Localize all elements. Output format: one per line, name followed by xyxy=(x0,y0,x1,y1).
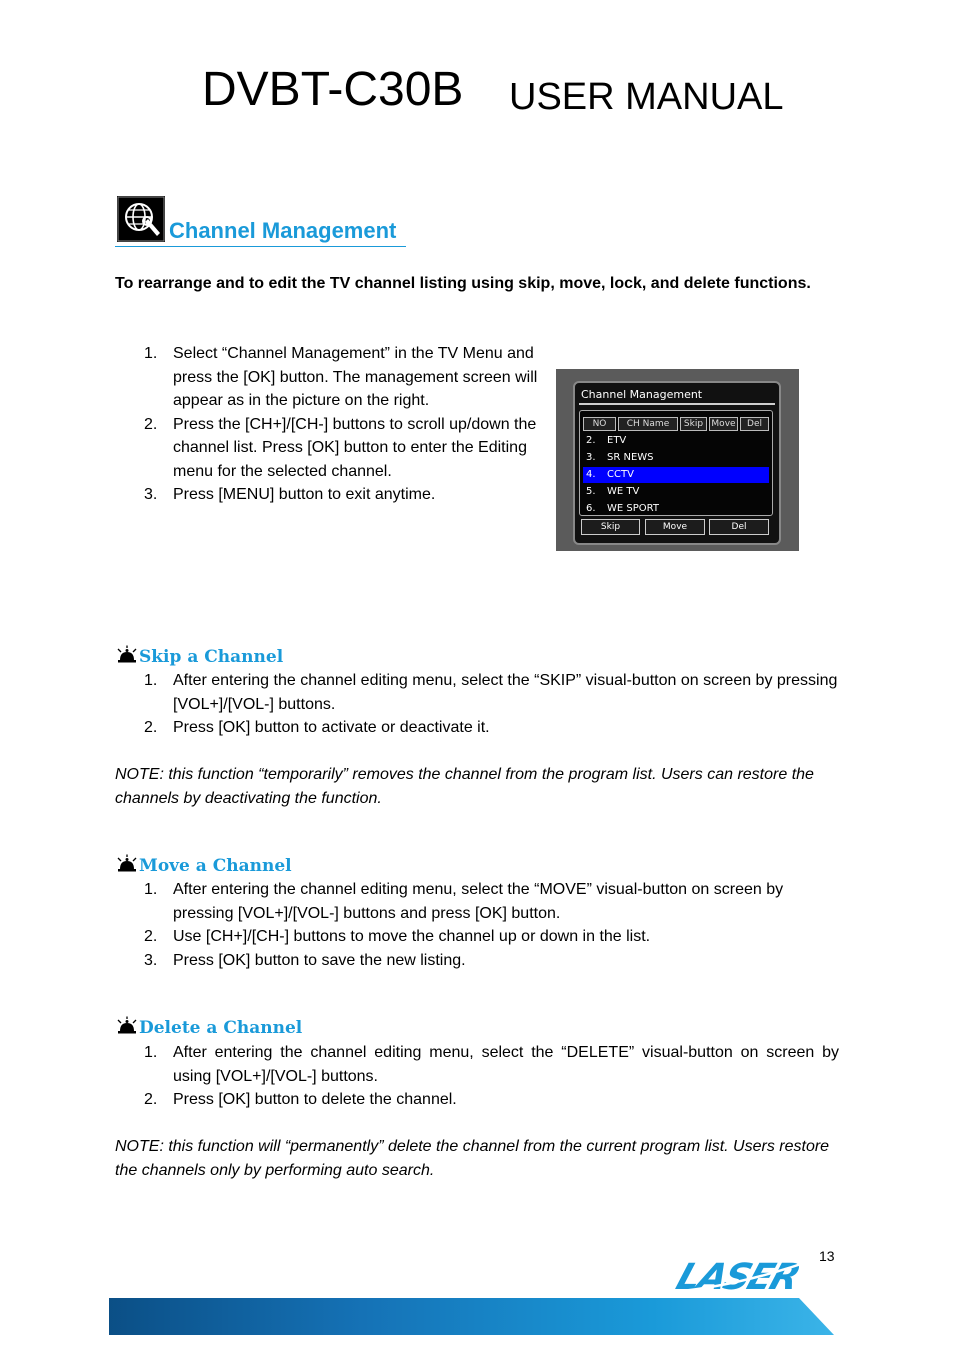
osd-window xyxy=(573,381,781,545)
list-item: 2. Press the [CH+]/[CH-] buttons to scroll up/down the channel list. Press [OK] button to enter the Editing menu for the selected channel. xyxy=(144,415,537,480)
footer-bar xyxy=(109,1298,834,1335)
list-item: 1. After entering the channel editing menu, select the “DELETE” visual-button on screen by using [VOL+]/[VOL-] buttons. xyxy=(144,1044,839,1085)
channel-management-screenshot xyxy=(556,369,799,551)
osd-row: 6. WE SPORT xyxy=(586,503,659,514)
osd-col-no: NO xyxy=(583,417,616,431)
list-item: 1. After entering the channel editing menu, select the “MOVE” visual-button on screen by pressing [VOL+]/[VOL-] buttons and press [OK] button. xyxy=(144,881,784,922)
move-steps xyxy=(115,878,845,972)
osd-title: Channel Management xyxy=(581,388,703,401)
svg-text:LASER: LASER xyxy=(671,1256,805,1296)
delete-heading xyxy=(115,1016,302,1040)
model-title: DVBT-C30B xyxy=(202,63,464,116)
channel-management-icon xyxy=(117,196,165,242)
skip-heading xyxy=(115,645,283,669)
list-item: 3. Press [MENU] button to exit anytime. xyxy=(144,486,436,503)
osd-col-skip: Skip xyxy=(680,417,707,431)
bell-icon xyxy=(115,645,139,665)
skip-steps xyxy=(115,669,845,740)
osd-row-selected: 4. CCTV xyxy=(583,467,769,483)
page-header xyxy=(0,62,954,132)
osd-divider xyxy=(579,403,775,405)
list-item: 1. After entering the channel editing menu, select the “SKIP” visual-button on screen by pressing [VOL+]/[VOL-] buttons. xyxy=(144,672,838,713)
manual-title: USER MANUAL xyxy=(509,76,784,118)
osd-move-button: Move xyxy=(645,519,705,535)
main-steps xyxy=(115,342,545,507)
intro-text: To rearrange and to edit the TV channel listing using skip, move, lock, and delete functions. xyxy=(115,275,811,292)
osd-col-del: Del xyxy=(740,417,769,431)
osd-channel-list xyxy=(579,410,773,516)
osd-col-move: Move xyxy=(709,417,738,431)
skip-title: Skip a Channel xyxy=(139,647,284,667)
osd-row: 3. SR NEWS xyxy=(586,452,654,463)
skip-note: NOTE: this function “temporarily” removes the channel from the program list. Users can restore the channels by deactivating the function. xyxy=(115,766,814,807)
osd-row: 2. ETV xyxy=(586,435,627,446)
move-title: Move a Channel xyxy=(139,856,292,876)
delete-note: NOTE: this function will “permanently” delete the channel from the current program list. Users restore the channels only by performing auto search. xyxy=(115,1138,830,1179)
osd-col-name: CH Name xyxy=(618,417,678,431)
delete-title: Delete a Channel xyxy=(139,1018,303,1038)
bell-icon xyxy=(115,1016,139,1036)
section-heading xyxy=(115,194,406,247)
osd-del-button: Del xyxy=(709,519,769,535)
delete-steps xyxy=(115,1041,839,1112)
bell-icon xyxy=(115,854,139,874)
list-item: 3. Press [OK] button to save the new listing. xyxy=(144,951,466,969)
laser-logo xyxy=(667,1256,813,1296)
list-item: 2. Press [OK] button to activate or deactivate it. xyxy=(144,719,490,736)
section-title: Channel Management xyxy=(169,218,397,243)
osd-row: 5. WE TV xyxy=(586,486,640,497)
osd-skip-button: Skip xyxy=(581,519,640,535)
list-item: 2. Press [OK] button to delete the channel. xyxy=(144,1091,457,1108)
list-item: 1. Select “Channel Management” in the TV Menu and press the [OK] button. The management screen will appear as in the picture on the right. xyxy=(144,345,538,409)
page-number: 13 xyxy=(819,1248,835,1264)
list-item: 2. Use [CH+]/[CH-] buttons to move the channel up or down in the list. xyxy=(144,928,651,945)
move-heading xyxy=(115,854,292,878)
